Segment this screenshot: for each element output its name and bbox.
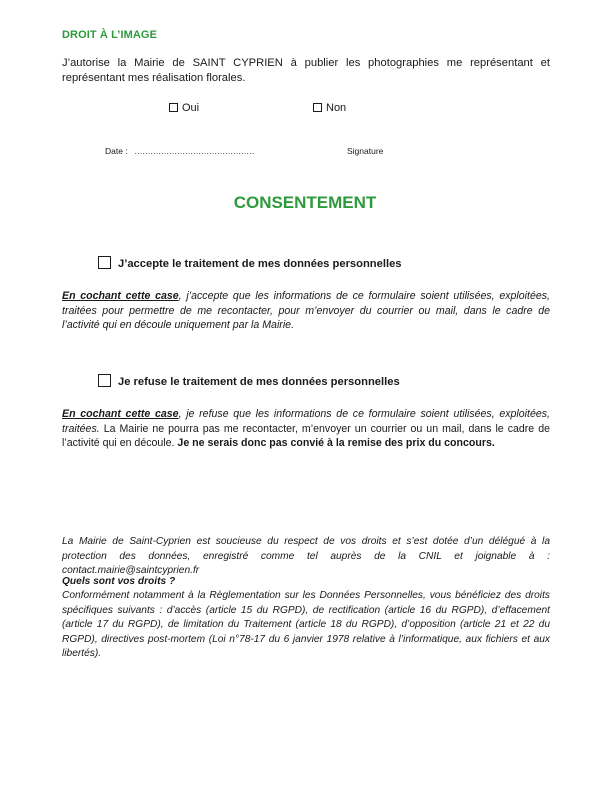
checkbox-accept[interactable] xyxy=(98,256,111,269)
droits-title: Quels sont vos droits ? xyxy=(62,576,176,587)
cnil-paragraph: La Mairie de Saint-Cyprien est soucieuse du respect de vos droits et s’est dotée d’un délégué à la protection des données, enregistré comme tel auprès de la CNIL et joignable à : contact.mairie@saintcyprien.fr xyxy=(62,536,550,576)
accept-text: , j’accepte que les informations de ce formulaire soient utilisées, exploitées, traitées pour permettre de me recontacter, pour m’envoyer du courrier ou mail, dans le cadre de l’activité qui en découle uniquement par la Mairie. xyxy=(62,290,551,331)
consentement-title: CONSENTEMENT xyxy=(233,193,377,212)
checkbox-oui[interactable] xyxy=(169,103,178,112)
refuse-paragraph xyxy=(62,407,550,451)
accept-paragraph xyxy=(62,289,550,333)
droits-paragraph: Conformément notamment à la Règlementation sur les Données Personnelles, vous bénéficiez des droits spécifiques suivants : d’accès (article 15 du RGPD), de rectification (article 16 du RGPD), d’effacement (article 17 du RGPD), de limitation du Traitement (article 18 du RGPD), d’opposition (article 21 et 22 du RGPD), directives post-mortem (Loi n°78-17 du 6 janvier 1978 relative à l’informatique, aux fichiers et aux libertés). xyxy=(62,590,550,659)
signature-label: Signature xyxy=(347,146,384,156)
date-row xyxy=(105,146,254,156)
checkbox-refuse[interactable] xyxy=(98,374,111,387)
refuse-label: Je refuse le traitement de mes données personnelles xyxy=(118,376,400,388)
option-non[interactable] xyxy=(313,102,346,114)
authorization-text: J’autorise la Mairie de SAINT CYPRIEN à publier les photographies me représentant et représentant mes réalisation florales. xyxy=(62,57,550,84)
date-field[interactable]: ……………………………………… xyxy=(134,146,255,156)
refuse-option[interactable] xyxy=(98,374,400,388)
refuse-text-bold: Je ne serais donc pas convié à la remise des prix du concours. xyxy=(174,437,495,449)
accept-lead: En cochant cette case xyxy=(62,290,179,302)
option-non-label: Non xyxy=(326,102,347,114)
refuse-lead: En cochant cette case xyxy=(62,408,179,420)
date-label: Date : xyxy=(105,146,128,156)
accept-label: J’accepte le traitement de mes données personnelles xyxy=(118,258,402,270)
accept-option[interactable] xyxy=(98,256,402,270)
option-oui-label: Oui xyxy=(182,102,200,114)
section-title-droit-image: DROIT À L’IMAGE xyxy=(62,29,157,41)
refuse-text-plain: La Mairie ne pourra pas me recontacter, m’envoyer un courrier ou un mail, dans le cadre de l’activité qui en découle. xyxy=(62,422,550,449)
checkbox-non[interactable] xyxy=(313,103,322,112)
option-oui[interactable] xyxy=(169,102,199,114)
refuse-text-italic: , je refuse que les informations de ce formulaire soient utilisées, exploitées, traitées. xyxy=(62,408,551,435)
